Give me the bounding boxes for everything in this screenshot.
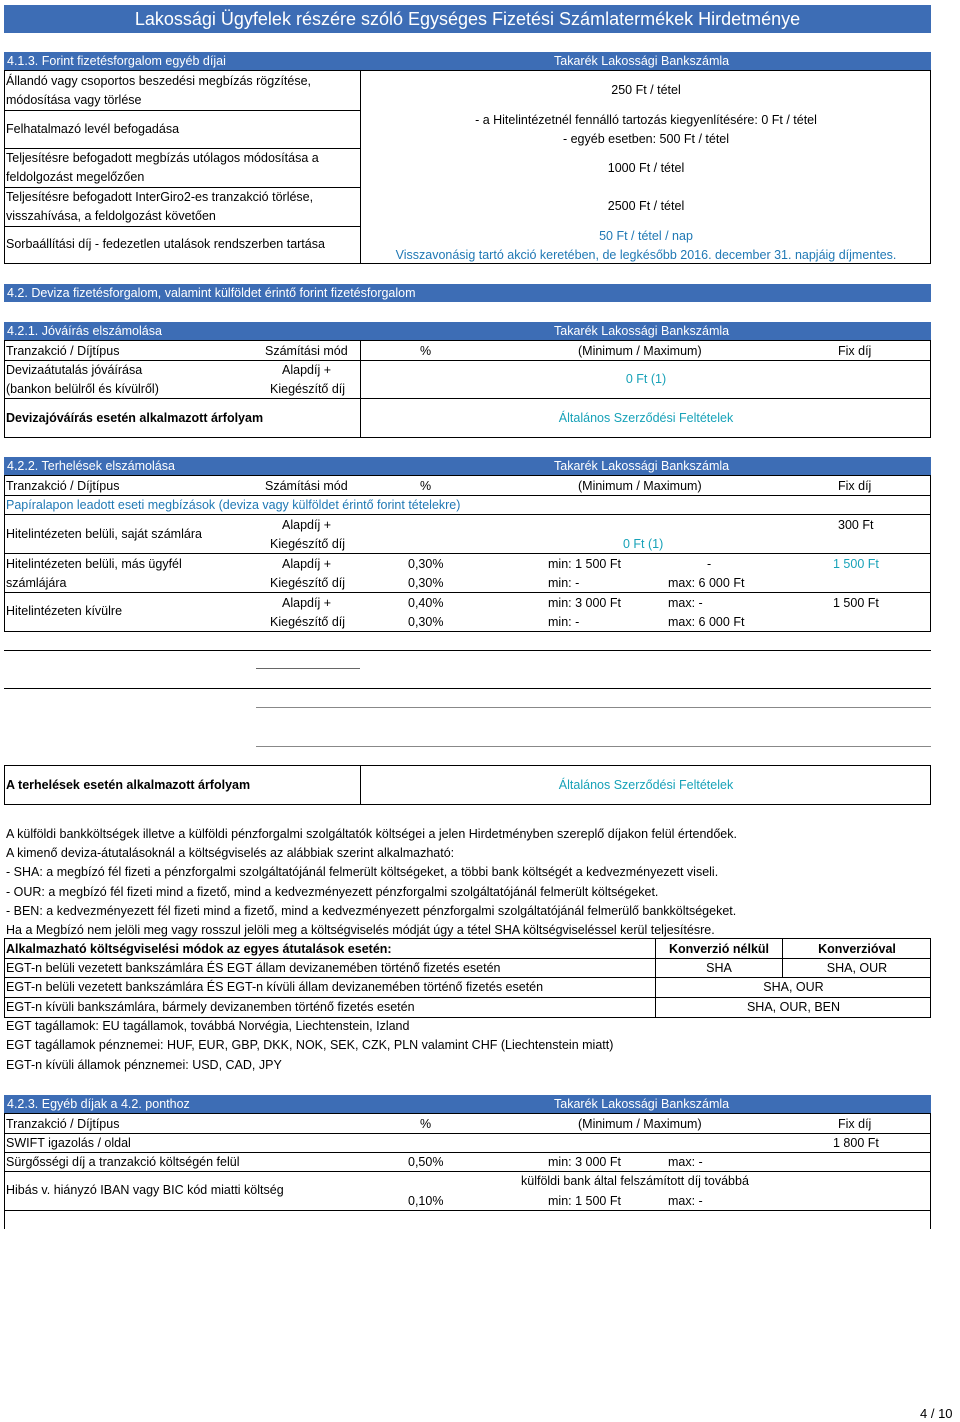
section-title: 4.2. Deviza fizetésforgalom, valamint külföldet érintő forint fizetésforgalom [7,286,416,300]
col-header: (Minimum / Maximum) [578,1117,702,1131]
fix-fee: 300 Ft [838,518,874,532]
row-label: (bankon belülről és kívülről) [6,382,159,396]
percent: 0,30% [408,615,444,629]
note-line: - BEN: a kedvezményezett fél fizeti mind a fizető, mind a kedvezményezett pénzforgalmi szolgáltatójánál felmerülő bankköltségeket. [6,904,737,918]
row-label: Devizaátutalás jóváírása [6,363,143,377]
max: max: 6 000 Ft [668,576,745,590]
section-4-2-3-header [4,1095,931,1113]
col-header: Konverzió nélkül [668,942,770,956]
row-value: 250 Ft / tétel [611,83,681,97]
min: min: - [548,615,580,629]
cost-value: SHA, OUR [763,980,824,994]
section-4-2-2-header [4,457,931,475]
row-label: Hitelintézeten belüli, más ügyfél [6,557,182,571]
row-label: Sürgősségi díj a tranzakció költségén felül [6,1155,240,1169]
min: min: 3 000 Ft [548,596,621,610]
divider [256,707,931,708]
max: max: 6 000 Ft [668,615,745,629]
fix-fee: 1 500 Ft [833,557,879,571]
calc-mode: Kiegészítő díj [270,382,346,396]
col-header: Tranzakció / Díjtípus [6,344,120,358]
row-label: Sorbaállítási díj - fedezetlen utalások rendszerben tartása [6,237,325,251]
row-label: A terhelések esetén alkalmazott árfolyam [6,778,251,792]
row-label: Hibás v. hiányzó IBAN vagy BIC kód miatti költség [6,1183,284,1197]
calc-mode: Alapdíj + [282,363,331,377]
section-title: 4.2.1. Jóváírás elszámolása [7,324,162,338]
fee-value: 0 Ft (1) [625,372,667,386]
row-label: EGT-n belüli vezetett bankszámlára ÉS EGT-n kívüli állam devizanemében történő fizetés esetén [6,980,544,994]
page-title: Lakossági Ügyfelek részére szóló Egységes Fizetési Számlatermékek Hirdetménye [4,5,931,33]
row-label: számlájára [6,576,67,590]
section-4-2-1-header [4,322,931,340]
col-header: % [420,1117,432,1131]
row-value: 2500 Ft / tétel [607,199,685,213]
divider [256,746,931,747]
promo-note: Visszavonásig tartó akció keretében, de legkésőbb 2016. december 31. napjáig díjmentes. [395,248,897,262]
page-number: 4 / 10 [920,1406,953,1421]
note-line: A kimenő deviza-átutalásoknál a költségviselés az alábbiak szerint alkalmazható: [6,846,455,860]
row-label: Teljesítésre befogadott megbízás utólagos módosítása a [6,151,319,165]
subheader: Papíralapon leadott eseti megbízások (deviza vagy külföldet érintő forint tételekre) [6,498,461,512]
cost-value: SHA [706,961,732,975]
calc-mode: Kiegészítő díj [270,537,346,551]
row-value: 1000 Ft / tétel [607,161,685,175]
percent: 0,30% [408,557,444,571]
col-header: Fix díj [838,344,872,358]
terms-link: Általános Szerződési Feltételek [558,411,734,425]
row-label: EGT-n belüli vezetett bankszámlára ÉS EGT állam devizanemében történő fizetés esetén [6,961,501,975]
max: max: - [668,1194,703,1208]
row-label: visszahívása, a feldolgozást követően [6,209,216,223]
percent: 0,10% [408,1194,444,1208]
col-header: Tranzakció / Díjtípus [6,1117,120,1131]
note-line: EGT tagállamok: EU tagállamok, továbbá Norvégia, Liechtenstein, Izland [6,1019,410,1033]
divider [4,650,931,651]
col-header: Konverzióval [818,942,896,956]
col-header: Számítási mód [265,479,348,493]
note-line: EGT tagállamok pénznemei: HUF, EUR, GBP, DKK, NOK, SEK, CZK, PLN valamint CHF (Liechtenstein miatt) [6,1038,614,1052]
row-label: Devizajóváírás esetén alkalmazott árfolyam [6,411,264,425]
percent: 0,40% [408,596,444,610]
col-header: Fix díj [838,1117,872,1131]
fee-value: 0 Ft (1) [623,537,664,551]
row-value: 50 Ft / tétel / nap [599,229,693,243]
note-line: EGT-n kívüli államok pénznemei: USD, CAD, JPY [6,1058,282,1072]
account-title: Takarék Lakossági Bankszámla [554,324,730,338]
col-header: (Minimum / Maximum) [578,479,702,493]
row-label: Hitelintézeten kívülre [6,604,123,618]
calc-mode: Alapdíj + [282,596,331,610]
row-label: SWIFT igazolás / oldal [6,1136,131,1150]
min: min: - [548,576,580,590]
table-header: Alkalmazható költségviselési módok az egyes átutalások esetén: [6,942,392,956]
min: min: 1 500 Ft [548,557,621,571]
row-label: Állandó vagy csoportos beszedési megbízás rögzítése, [6,74,312,88]
fix-fee: 1 500 Ft [833,596,879,610]
col-header: (Minimum / Maximum) [578,344,702,358]
cost-value: SHA, OUR, BEN [746,1000,841,1014]
section-title: 4.1.3. Forint fizetésforgalom egyéb díjai [7,54,226,68]
note-line: - OUR: a megbízó fél fizeti mind a fizető, mind a kedvezményezett pénzforgalmi szolgáltatójánál felmerült költségeket. [6,885,659,899]
account-title: Takarék Lakossági Bankszámla [554,54,730,68]
account-title: Takarék Lakossági Bankszámla [554,1097,730,1111]
calc-mode: Alapdíj + [282,518,331,532]
min: min: 1 500 Ft [548,1194,621,1208]
col-header: % [420,479,432,493]
col-header: Tranzakció / Díjtípus [6,479,120,493]
col-header: Fix díj [838,479,872,493]
calc-mode: Kiegészítő díj [270,615,346,629]
section-title: 4.2.3. Egyéb díjak a 4.2. ponthoz [7,1097,190,1111]
max: - [707,557,712,571]
fix-fee: 1 800 Ft [833,1136,879,1150]
percent: 0,30% [408,576,444,590]
terms-link: Általános Szerződési Feltételek [558,778,734,792]
row-label: módosítása vagy törlése [6,93,142,107]
max: max: - [668,596,703,610]
divider [4,688,931,689]
section-title: 4.2.2. Terhelések elszámolása [7,459,175,473]
row-value: - egyéb esetben: 500 Ft / tétel [562,132,730,146]
min: min: 3 000 Ft [548,1155,621,1169]
row-label: Hitelintézeten belüli, saját számlára [6,527,202,541]
section-4-1-3-header [4,52,931,70]
row-label: Teljesítésre befogadott InterGiro2-es tranzakció törlése, [6,190,314,204]
col-header: % [420,344,432,358]
note: külföldi bank által felszámított díj továbbá [521,1174,749,1188]
section-4-2-header [4,284,931,302]
max: max: - [668,1155,703,1169]
divider [256,668,360,669]
note-line: - SHA: a megbízó fél fizeti a pénzforgalmi szolgáltatójánál felmerült költségeket, a többi bank költségét a kedvezményezett viseli. [6,865,719,879]
percent: 0,50% [408,1155,444,1169]
calc-mode: Alapdíj + [282,557,331,571]
calc-mode: Kiegészítő díj [270,576,346,590]
row-value: - a Hitelintézetnél fennálló tartozás kiegyenlítésére: 0 Ft / tétel [475,113,817,127]
row-label: EGT-n kívüli bankszámlára, bármely devizanemben történő fizetés esetén [6,1000,415,1014]
row-label: feldolgozást megelőzően [6,170,145,184]
note-line: Ha a Megbízó nem jelöli meg vagy rosszul jelöli meg a költségviselés módját úgy a tétel SHA költségviseléssel kerül teljesítésre. [6,923,715,937]
cost-value: SHA, OUR [826,961,888,975]
col-header: Számítási mód [265,344,348,358]
account-title: Takarék Lakossági Bankszámla [554,459,730,473]
row-label: Felhatalmazó levél befogadása [6,122,180,136]
note-line: A külföldi bankköltségek illetve a külföldi pénzforgalmi szolgáltatók költségei a jelen Hirdetményben szereplő díjakon felül értendőek. [6,827,737,841]
